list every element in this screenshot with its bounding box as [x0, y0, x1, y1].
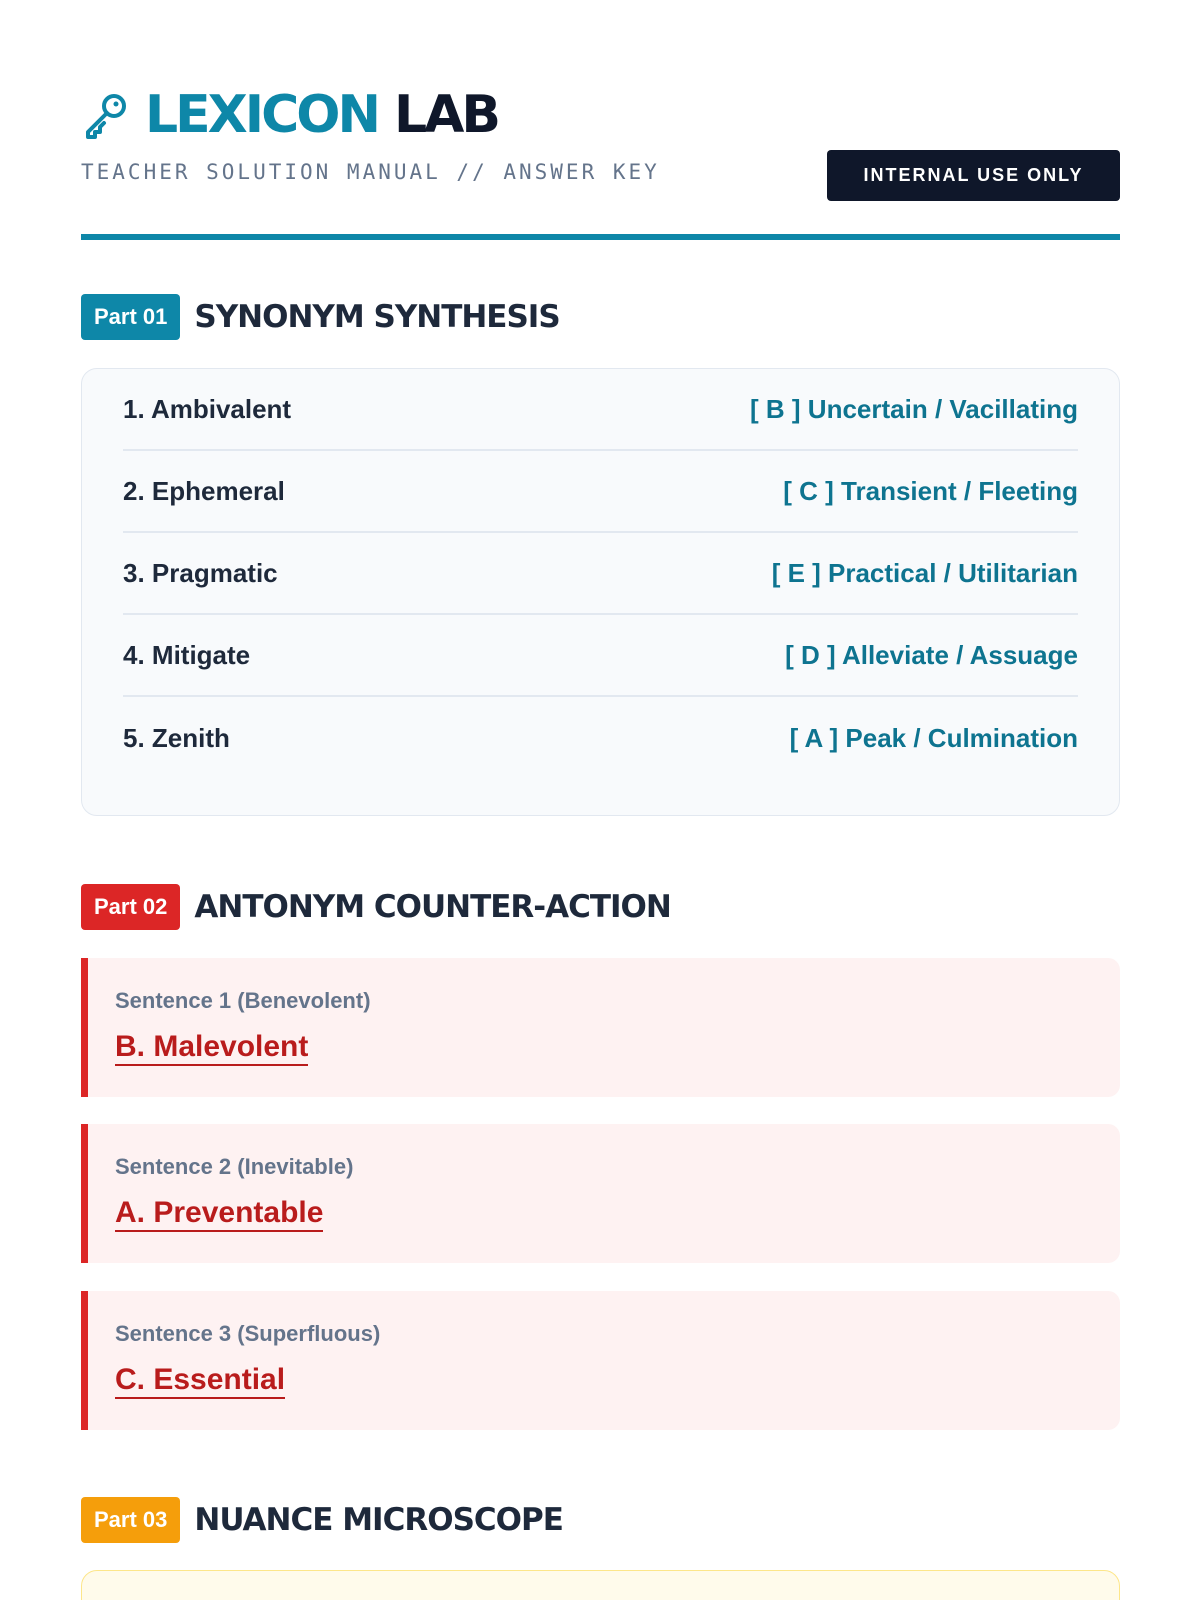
section-header-part-03 [81, 1497, 563, 1543]
synonym-term: 2. Ephemeral [123, 475, 285, 506]
synonym-answer: [ D ] Alleviate / Assuage [785, 639, 1078, 670]
antonym-card [81, 958, 1120, 1097]
synonym-answer: [ E ] Practical / Utilitarian [771, 557, 1078, 588]
synonym-row [123, 369, 1078, 451]
header-divider [81, 234, 1120, 240]
internal-use-badge: INTERNAL USE ONLY [827, 150, 1120, 201]
part-tag: Part 02 [81, 884, 180, 930]
synonym-answer: [ C ] Transient / Fleeting [783, 475, 1078, 506]
title-row [81, 82, 1120, 148]
antonym-answer: B. Malevolent [115, 1030, 308, 1066]
section-header-part-02 [81, 884, 671, 930]
synonym-term: 5. Zenith [123, 722, 230, 753]
antonym-card [81, 1291, 1120, 1430]
synonym-answer-list [81, 368, 1120, 816]
section-title: ANTONYM COUNTER-ACTION [194, 889, 671, 925]
section-header-part-01 [81, 294, 560, 340]
synonym-term: 3. Pragmatic [123, 557, 278, 588]
nuance-answer-box [81, 1570, 1120, 1600]
synonym-row [123, 451, 1078, 533]
synonym-answer: [ B ] Uncertain / Vacillating [750, 393, 1078, 424]
synonym-term: 4. Mitigate [123, 639, 251, 670]
key-icon [81, 90, 131, 140]
page-subtitle: TEACHER SOLUTION MANUAL // ANSWER KEY [81, 160, 660, 184]
antonym-card [81, 1124, 1120, 1263]
antonym-answer: A. Preventable [115, 1196, 323, 1232]
app-title-suffix: LAB [393, 85, 498, 145]
synonym-row [123, 533, 1078, 615]
synonym-term: 1. Ambivalent [123, 393, 292, 424]
section-title: NUANCE MICROSCOPE [194, 1502, 563, 1538]
header [81, 82, 1120, 242]
antonym-sentence-label: Sentence 2 (Inevitable) [115, 1154, 354, 1179]
section-title: SYNONYM SYNTHESIS [194, 299, 560, 335]
antonym-sentence-label: Sentence 3 (Superfluous) [115, 1321, 381, 1346]
synonym-row [123, 615, 1078, 697]
part-tag: Part 03 [81, 1497, 180, 1543]
part-tag: Part 01 [81, 294, 180, 340]
antonym-answer: C. Essential [115, 1363, 285, 1399]
synonym-answer: [ A ] Peak / Culmination [789, 722, 1078, 753]
synonym-row [123, 697, 1078, 779]
app-title: LEXICON [145, 85, 378, 145]
antonym-sentence-label: Sentence 1 (Benevolent) [115, 988, 371, 1013]
